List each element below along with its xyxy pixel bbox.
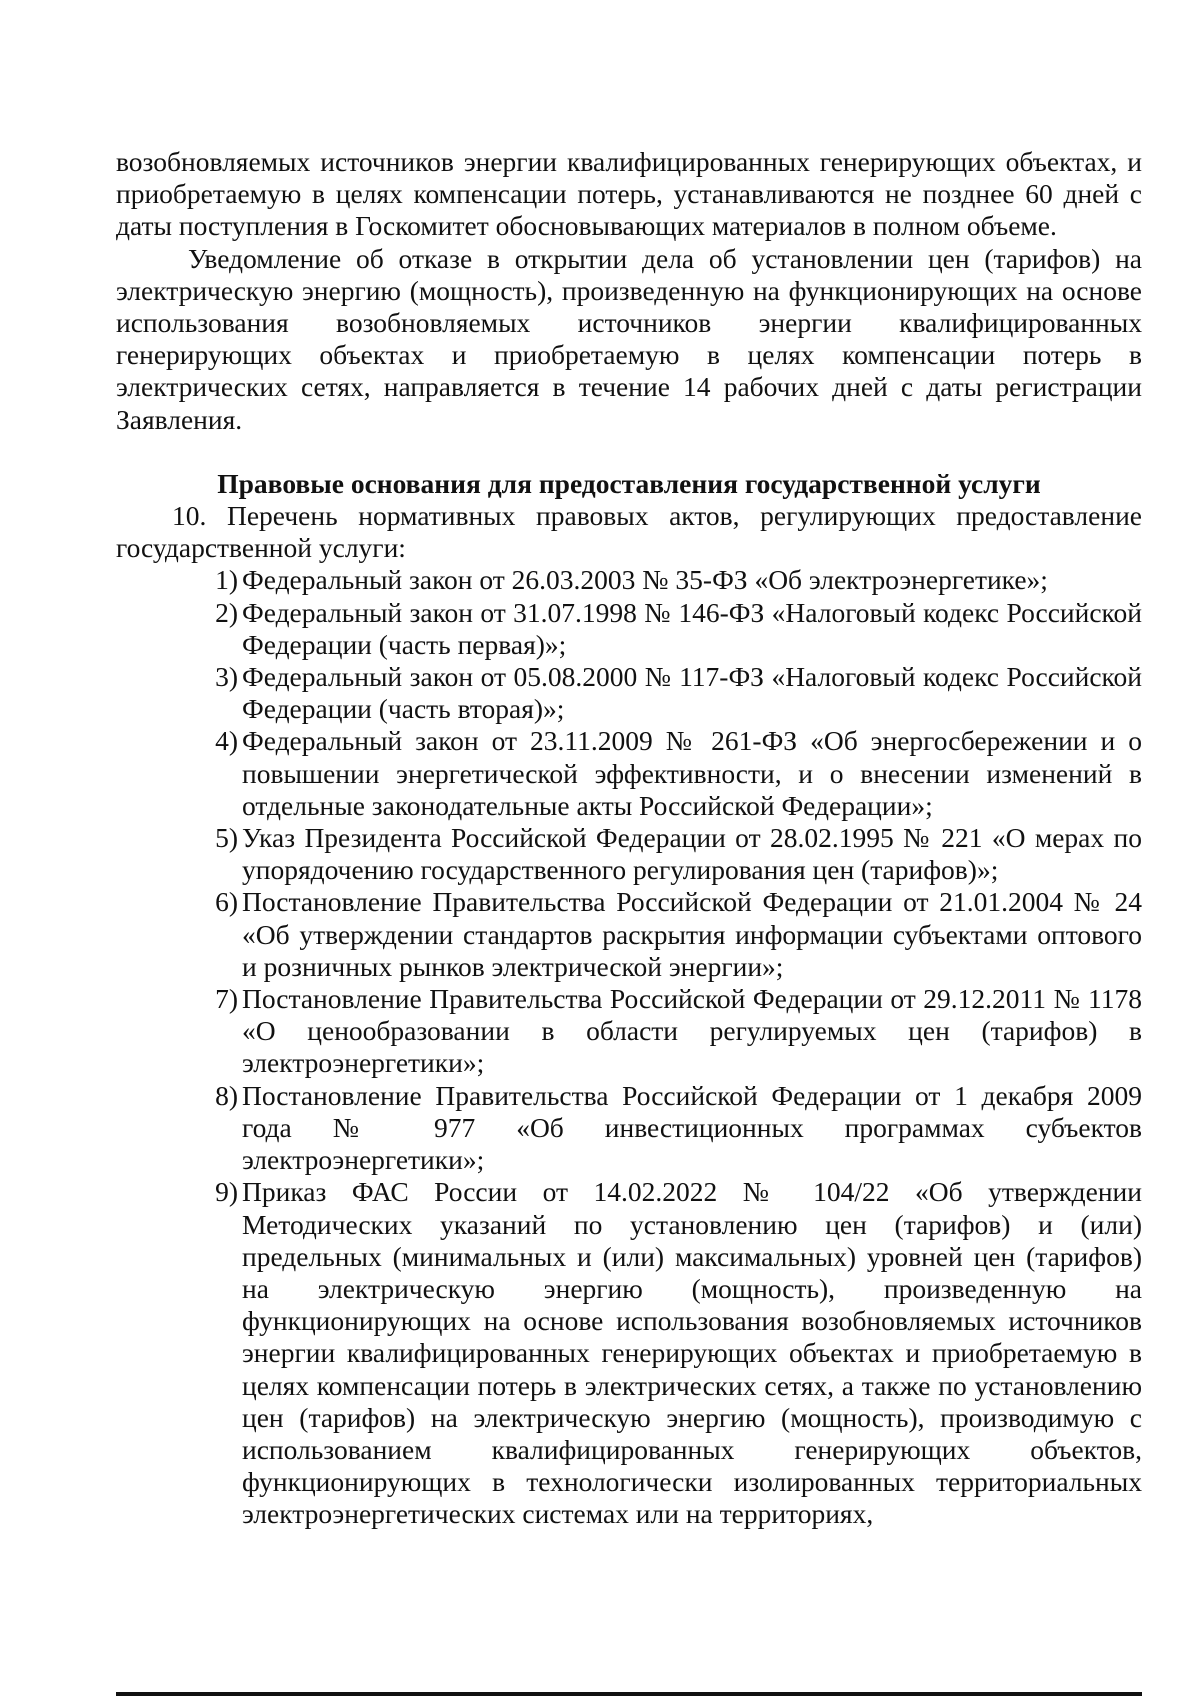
law-item-number: 5) (215, 822, 238, 854)
law-item-number: 3) (215, 661, 238, 693)
section-heading: Правовые основания для предоставления государственной услуги (217, 467, 1041, 499)
intro-paragraph: возобновляемых источников энергии квалифицированных генерирующих объектах, и приобретаемую в целях компенсации потерь, устанавливаются не позднее 60 дней с даты поступления в Госкомитет обосновывающих материалов в полном объеме. (116, 146, 1142, 242)
notice-paragraph: Уведомление об отказе в открытии дела об установлении цен (тарифов) на электрическую энергию (мощность), произведенную на функционирующих на основе использования возобновляемых источников энергии квалифицированных генерирующих объектах и приобретаемую в целях компенсации потерь в электрических сетях, направляется в течение 14 рабочих дней с даты регистрации Заявления. (116, 242, 1142, 435)
law-item-number: 4) (215, 725, 238, 757)
law-item-number: 9) (215, 1176, 238, 1208)
law-item (116, 661, 1142, 725)
law-item (116, 1176, 1142, 1530)
law-item (116, 564, 1142, 596)
law-item (116, 983, 1142, 1080)
law-item-number: 1) (215, 564, 238, 596)
law-item-number: 2) (215, 596, 238, 628)
law-item (116, 822, 1142, 886)
law-item-text: Приказ ФАС России от 14.02.2022 № 104/22 «Об утверждении Методических указаний по установлению цен (тарифов) и (или) предельных (минимальных и (или) максимальных) уровней цен (тарифов) на электрическую энергию (мощность), произведенную на функционирующих на основе использования возобновляемых источников энергии квалифицированных генерирующих объектах и приобретаемую в целях компенсации потерь в электрических сетях, а также по установлению цен (тарифов) на электрическую энергию (мощность), производимую с использованием квалифицированных генерирующих объектов, функционирующих в технологически изолированных территориальных электроэнергетических системах или на территориях, (242, 1176, 1142, 1530)
item-10-paragraph: 10. Перечень нормативных правовых актов, регулирующих предоставление государственной услуги: (116, 500, 1142, 564)
law-item-text: Постановление Правительства Российской Федерации от 1 декабря 2009 года № 977 «Об инвестиционных программах субъектов электроэнергетики»; (242, 1079, 1142, 1176)
laws-list (116, 564, 1142, 1530)
section-spacer (116, 436, 1142, 468)
law-item (116, 886, 1142, 983)
law-item (116, 597, 1142, 661)
law-item-text: Федеральный закон от 31.07.1998 № 146-ФЗ «Налоговый кодекс Российской Федерации (часть первая)»; (242, 596, 1142, 660)
law-item-number: 6) (215, 886, 238, 918)
law-item-text: Федеральный закон от 23.11.2009 № 261-ФЗ «Об энергосбережении и о повышении энергетической эффективности, и о внесении изменений в отдельные законодательные акты Российской Федерации»; (242, 725, 1142, 821)
law-item-text: Указ Президента Российской Федерации от 28.02.1995 № 221 «О мерах по упорядочению государственного регулирования цен (тарифов)»; (242, 822, 1142, 886)
law-item-text: Постановление Правительства Российской Федерации от 21.01.2004 № 24 «Об утверждении стандартов раскрытия информации субъектами оптового и розничных рынков электрической энергии»; (242, 886, 1142, 982)
law-item-number: 7) (215, 983, 238, 1015)
law-item (116, 725, 1142, 822)
law-item-text: Федеральный закон от 05.08.2000 № 117-ФЗ «Налоговый кодекс Российской Федерации (часть вторая)»; (242, 661, 1142, 725)
law-item (116, 1080, 1142, 1177)
law-item-number: 8) (215, 1079, 238, 1111)
law-item-text: Постановление Правительства Российской Федерации от 29.12.2011 № 1178 «О ценообразовании в области регулируемых цен (тарифов) в электроэнергетики»; (242, 983, 1142, 1079)
document-body (116, 146, 1142, 1531)
bottom-rule (116, 1692, 1142, 1696)
law-item-text: Федеральный закон от 26.03.2003 № 35-ФЗ «Об электроэнергетике»; (242, 564, 1048, 596)
